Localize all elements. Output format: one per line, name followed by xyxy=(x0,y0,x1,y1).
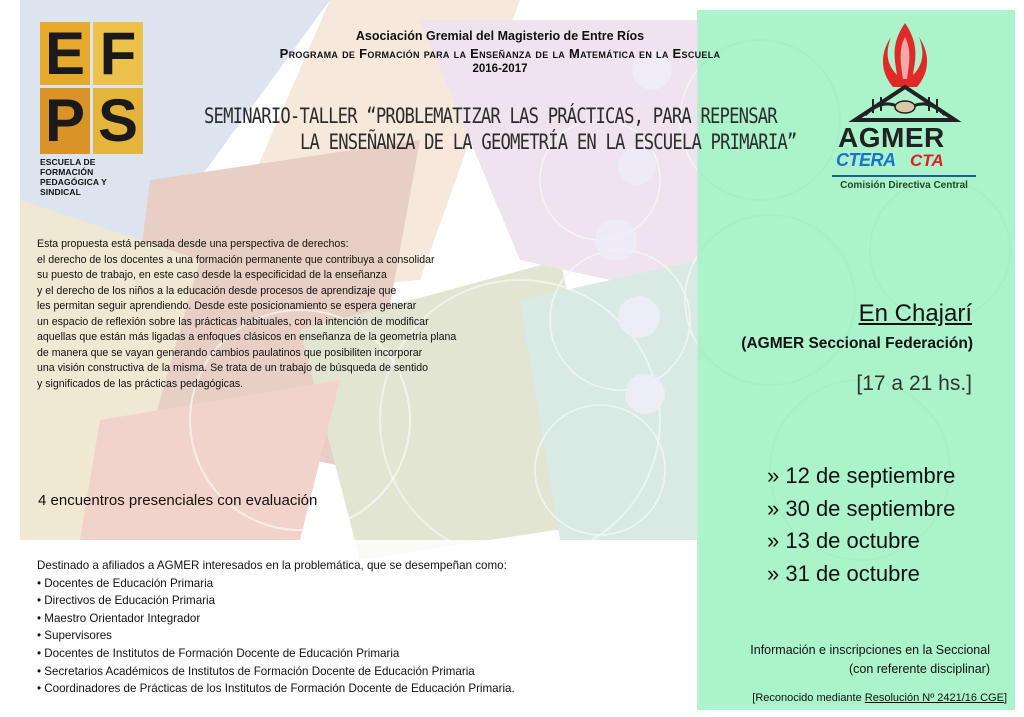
audience-item: • Docentes de Educación Primaria xyxy=(37,575,515,593)
program-name: Programa de Formación para la Enseñanza de la Matemática en la Escuela xyxy=(279,46,721,61)
event-seccional: (AGMER Seccional Federación) xyxy=(741,335,973,352)
audience-item: • Supervisores xyxy=(37,627,515,645)
audience-item: • Secretarios Académicos de Institutos de Formación Docente de Educación Primaria xyxy=(37,663,515,681)
audience-item: • Directivos de Educación Primaria xyxy=(37,592,515,610)
audience-list xyxy=(37,575,515,698)
encuentros-text: 4 encuentros presenciales con evaluación xyxy=(38,492,318,509)
event-dates xyxy=(767,460,955,590)
description-text: Esta propuesta está pensada desde una perspectiva de derechos: el derecho de los docentes a una formación permanente que contribuya a consolidar su puesto de trabajo, en este caso desde la especificidad de la enseñanza y el derecho de los niños a la educación desde procesos de aprendizaje que les permitan seguir aprendiendo. Desde este posicionamiento se espera generar un espacio de reflexión sobre las prácticas habituales, con la intención de modificar aquellas que están más ligadas a enfoques clásicos en enseñanza de la geometría plana de manera que se vayan generando cambios paulatinos que posibiliten incorporar una visión constructiva de la misma. Se trata de un trabajo de búsqueda de sentido y significados de las prácticas pedagógicas. xyxy=(37,238,457,390)
agmer-name: AGMER xyxy=(838,122,945,153)
audience-item: • Coordinadores de Prácticas de los Institutos de Formación Docente de Educación Primaria. xyxy=(37,680,515,698)
comision-directiva: Comisión Directiva Central xyxy=(832,175,976,191)
logo-subtitle-2: PEDAGÓGICA Y SINDICAL xyxy=(40,177,107,197)
association-name: Asociación Gremial del Magisterio de Entre Ríos xyxy=(355,29,645,43)
seminar-title-line1: SEMINARIO-TALLER “PROBLEMATIZAR LAS PRÁCTICAS, PARA REPENSAR xyxy=(204,104,777,128)
audience-intro: Destinado a afiliados a AGMER interesados en la problemática, que se desempeñan como: xyxy=(37,559,507,572)
event-hours: [17 a 21 hs.] xyxy=(856,372,972,395)
recognition-suffix: ] xyxy=(1003,692,1007,704)
program-years: 2016-2017 xyxy=(472,63,528,75)
event-date: » 12 de septiembre xyxy=(767,460,955,493)
event-city: En Chajarí xyxy=(858,300,972,327)
logo-letter-s: S xyxy=(93,88,143,154)
logo-letter-e: E xyxy=(40,22,90,85)
event-date: » 13 de octubre xyxy=(767,525,955,558)
info-line-1: Información e inscripciones en la Seccional xyxy=(750,643,990,657)
logo-letter-f: F xyxy=(93,22,143,85)
cta-logo: CTA xyxy=(910,151,944,170)
seminar-title-line2: LA ENSEÑANZA DE LA GEOMETRÍA EN LA ESCUELA PRIMARIA” xyxy=(300,130,797,154)
info-line-2: (con referente disciplinar) xyxy=(848,662,990,676)
resolution-link[interactable]: Resolución Nº 2421/16 CGE xyxy=(864,692,1004,704)
ctera-logo: CTERA xyxy=(836,150,896,170)
efps-logo xyxy=(40,19,144,197)
audience-item: • Docentes de Institutos de Formación Docente de Educación Primaria xyxy=(37,645,515,663)
audience-item: • Maestro Orientador Integrador xyxy=(37,610,515,628)
recognition-prefix: [Reconocido mediante xyxy=(752,692,865,704)
recognition-note xyxy=(752,692,1007,704)
logo-subtitle-1: ESCUELA DE FORMACIÓN xyxy=(40,157,96,177)
event-date: » 30 de septiembre xyxy=(767,493,955,526)
logo-letter-p: P xyxy=(40,88,90,154)
event-date: » 31 de octubre xyxy=(767,558,955,591)
audience-section xyxy=(37,557,515,698)
